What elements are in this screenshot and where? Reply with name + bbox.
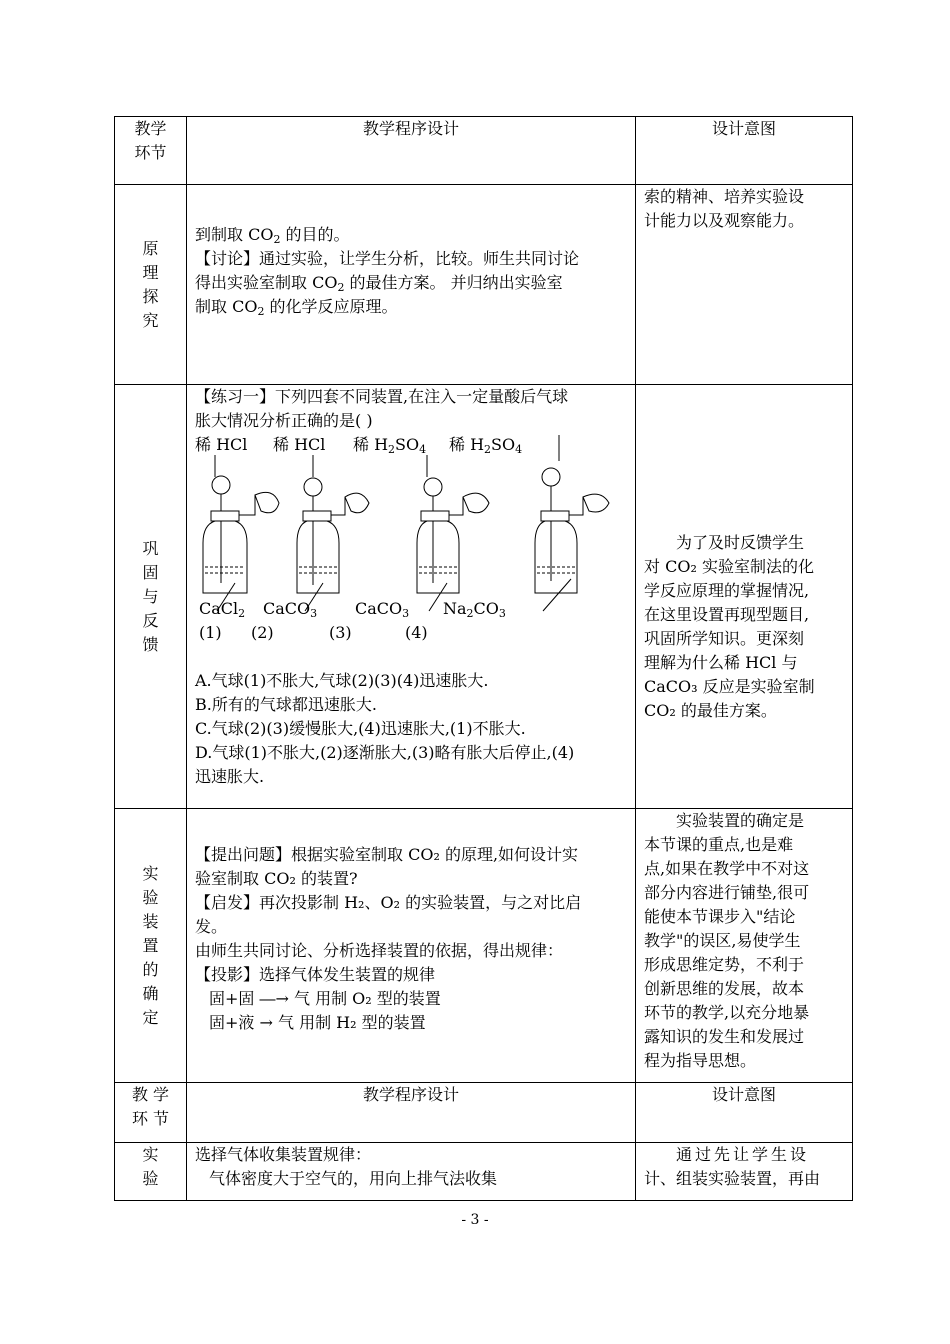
header-design-cell: 教学程序设计	[187, 1083, 636, 1143]
text-line: CO₂ 的最佳方案。	[644, 700, 777, 720]
acid-label: 稀 HCl	[273, 435, 326, 454]
text-line: 形成思维定势，不利于	[644, 955, 805, 974]
intent-content	[636, 385, 853, 809]
text-line: 固+固 ―→ 气 用制 O₂ 型的装置	[209, 989, 441, 1008]
header-intent-cell: 设计意图	[636, 117, 853, 185]
header-design-cell: 教学程序设计	[187, 117, 636, 185]
text-line: 理解为什么稀 HCl 与	[644, 652, 798, 672]
text-line: 部分内容进行铺垫,很可	[644, 883, 810, 902]
flask-4	[535, 435, 609, 611]
text-line: 计、组装实验装置，再由	[644, 1169, 821, 1188]
text-line: 【提出问题】根据实验室制取 CO₂ 的原理,如何设计实	[195, 845, 579, 864]
text-line: 本节课的重点,也是难	[644, 835, 794, 854]
text-line: 教学"的误区,易使学生	[644, 931, 801, 950]
header-section-label: 环 节	[131, 1109, 170, 1128]
flask-1	[203, 455, 279, 611]
acid-label: 稀 $H_2SO_4$	[449, 435, 523, 456]
solid-label: CaCO$_3$	[263, 599, 318, 620]
flask-number: (3)	[329, 623, 352, 642]
flask-number: (1)	[199, 623, 222, 642]
text-line: CaCO₃ 反应是实验室制	[644, 676, 815, 696]
text-line: 【讨论】通过实验，让学生分析，比较。师生共同讨论	[195, 249, 580, 268]
header-section-label: 教 学	[131, 1085, 170, 1104]
text-line: 通过先让学生设	[676, 1145, 810, 1164]
design-content	[187, 809, 636, 1083]
text-line: 验室制取 CO₂ 的装置?	[195, 869, 358, 888]
design-content	[187, 185, 636, 385]
text-line: 点,如果在教学中不对这	[644, 859, 810, 878]
flask-2	[297, 455, 369, 611]
table-row	[115, 385, 853, 809]
option-c: C.气球(2)(3)缓慢胀大,(4)迅速胀大,(1)不胀大.	[195, 719, 526, 738]
text-line: 【启发】再次投影制 H₂、O₂ 的实验装置，与之对比启	[195, 893, 582, 912]
apparatus-figure	[195, 433, 635, 642]
page-number: - 3 -	[461, 1212, 489, 1228]
section-label-experiment: 实 验	[115, 1143, 187, 1201]
option-b: B.所有的气球都迅速胀大.	[195, 695, 377, 714]
text-line: 选择气体收集装置规律：	[195, 1145, 372, 1164]
section-label-apparatus: 实 验 装 置 的 确 定	[115, 809, 187, 1083]
option-a: A.气球(1)不胀大,气球(2)(3)(4)迅速胀大.	[195, 671, 489, 690]
solid-label: CaCl$_2$	[199, 599, 246, 620]
intent-content	[636, 1143, 853, 1201]
text-line: 索的精神、培养实验设	[644, 187, 805, 206]
table-row	[115, 1143, 853, 1201]
header-section-cell	[115, 117, 187, 185]
text-line: 巩固所学知识。更深刻	[644, 628, 805, 648]
table-header-row-repeat	[115, 1083, 853, 1143]
section-label-principle: 原 理 探 究	[115, 185, 187, 385]
text-line: 气体密度大于空气的，用向上排气法收集	[209, 1169, 498, 1188]
table-header-row	[115, 117, 853, 185]
lesson-plan-table	[114, 116, 853, 1201]
header-section-cell	[115, 1083, 187, 1143]
option-d: D.气球(1)不胀大,(2)逐渐胀大,(3)略有胀大后停止,(4)	[195, 743, 575, 762]
flask-number: (2)	[251, 623, 274, 642]
text-line: 得出实验室制取 $CO_2$ 的最佳方案。 并归纳出实验室	[195, 273, 563, 294]
text-line: 为了及时反馈学生	[676, 532, 805, 552]
apparatus-drawing	[195, 433, 635, 633]
text-line: 【投影】选择气体发生装置的规律	[195, 965, 436, 984]
acid-label: 稀 $H_2SO_4$	[353, 435, 427, 456]
text-line: 固+液 → 气 用制 H₂ 型的装置	[209, 1013, 426, 1032]
question-text: 胀大情况分析正确的是( )	[195, 411, 373, 430]
design-content	[187, 385, 636, 809]
text-line: 学反应原理的掌握情况,	[644, 580, 810, 600]
text-line: 计能力以及观察能力。	[644, 211, 805, 230]
header-section-label: 环节	[134, 143, 167, 162]
text-line: 到制取 $CO_2$ 的目的。	[195, 225, 350, 246]
flask-number: (4)	[405, 623, 428, 642]
design-content	[187, 1143, 636, 1201]
text-line: 实验装置的确定是	[676, 811, 805, 830]
text-line: 程为指导思想。	[644, 1051, 757, 1070]
header-section-label: 教学	[134, 119, 167, 138]
section-label-consolidation: 巩 固 与 反 馈	[115, 385, 187, 809]
text-line: 环节的教学,以充分地暴	[644, 1003, 810, 1022]
text-line: 发。	[195, 917, 228, 936]
acid-label: 稀 HCl	[195, 435, 248, 454]
solid-label: CaCO$_3$	[355, 599, 410, 620]
flask-3	[417, 455, 489, 611]
text-line: 制取 $CO_2$ 的化学反应原理。	[195, 297, 398, 318]
text-line: 露知识的发生和发展过	[644, 1027, 805, 1046]
option-d-cont: 迅速胀大.	[195, 767, 265, 786]
text-line: 在这里设置再现型题目,	[644, 604, 810, 624]
table-row	[115, 809, 853, 1083]
intent-content	[636, 809, 853, 1083]
question-text: 【练习一】下列四套不同装置,在注入一定量酸后气球	[195, 387, 569, 406]
text-line: 由师生共同讨论、分析选择装置的依据，得出规律：	[195, 941, 564, 960]
text-line: 创新思维的发展，故本	[644, 979, 805, 998]
table-row	[115, 185, 853, 385]
text-line: 对 CO₂ 实验室制法的化	[644, 556, 814, 576]
solid-label: $Na_2CO_3$	[443, 599, 506, 620]
header-intent-cell: 设计意图	[636, 1083, 853, 1143]
text-line: 能使本节课步入"结论	[644, 907, 796, 926]
intent-content	[636, 185, 853, 385]
